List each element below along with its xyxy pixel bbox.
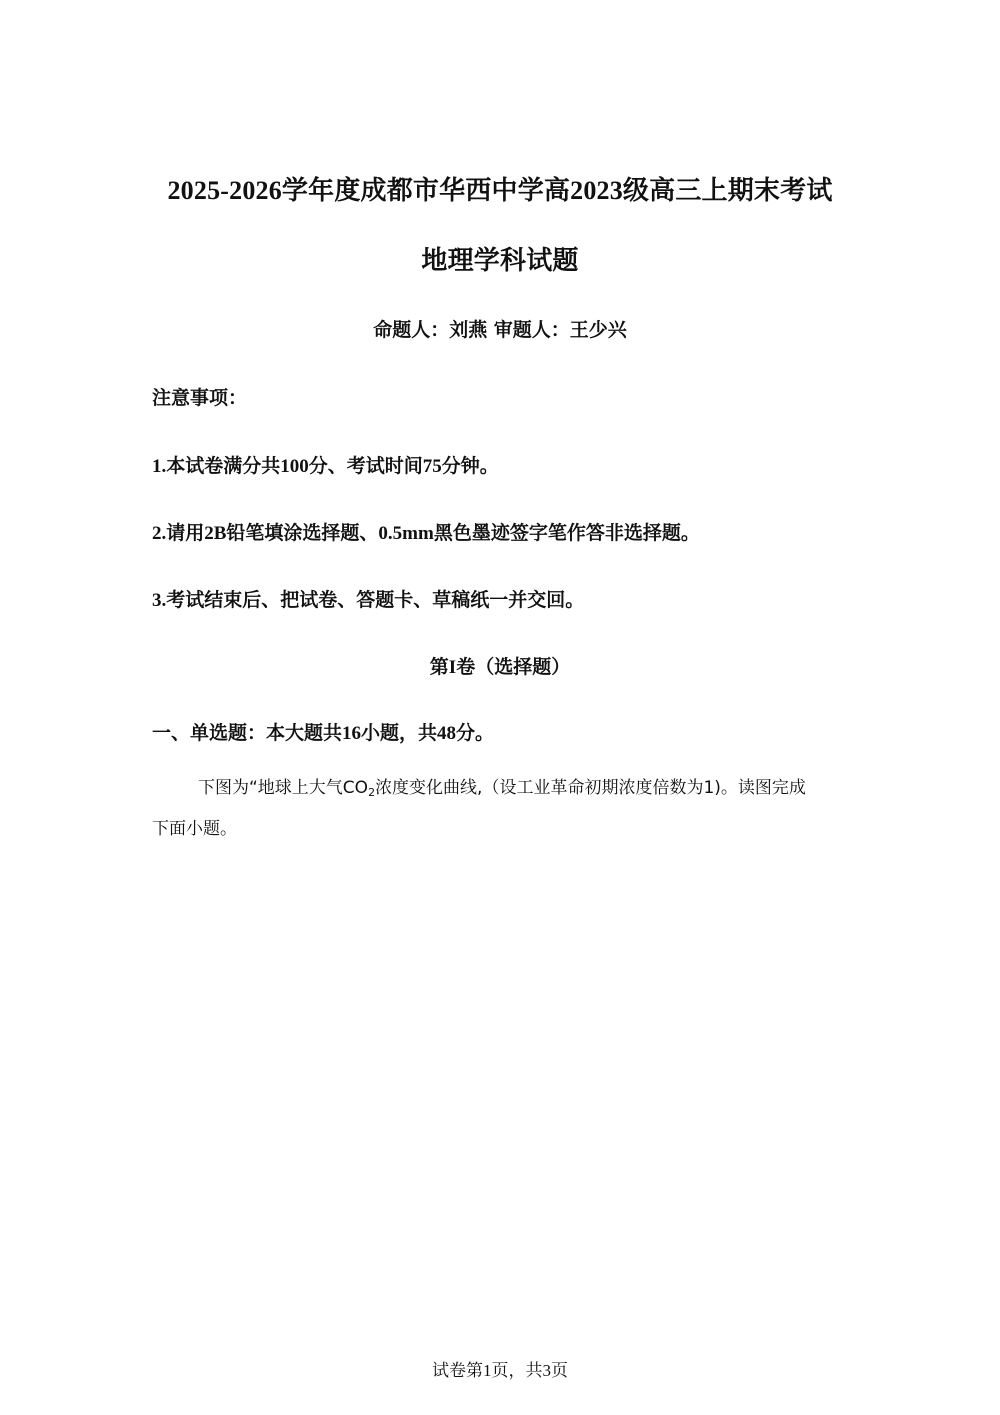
part-heading: 第I卷（选择题） [429, 657, 571, 678]
exam-title: 2025-2026学年度成都市华西中学高2023级高三上期末考试 [167, 176, 833, 205]
notice-item-2: 2.请用2B铅笔填涂选择题、0.5mm黑色墨迹签字笔作答非选择题。 [152, 523, 700, 544]
page-footer: 试卷第1页，共3页 [432, 1361, 568, 1380]
question-intro [198, 773, 806, 798]
notice-item-3: 3.考试结束后、把试卷、答题卡、草稿纸一并交回。 [152, 590, 585, 611]
exam-subtitle: 地理学科试题 [421, 246, 579, 275]
section-heading: 一、单选题：本大题共16小题，共48分。 [152, 723, 495, 744]
notice-item-1: 1.本试卷满分共100分、考试时间75分钟。 [152, 456, 499, 477]
notice-heading: 注意事项： [152, 388, 248, 409]
question-intro-part1: 下图为“地球上大气CO [198, 778, 369, 798]
question-intro-line2: 下面小题。 [152, 819, 237, 839]
co2-subscript: 2 [368, 786, 376, 799]
exam-authors: 命题人：刘燕 审题人：王少兴 [373, 319, 627, 341]
question-intro-part2: 浓度变化曲线,（设工业革命初期浓度倍数为1)。读图完成 [375, 778, 806, 798]
